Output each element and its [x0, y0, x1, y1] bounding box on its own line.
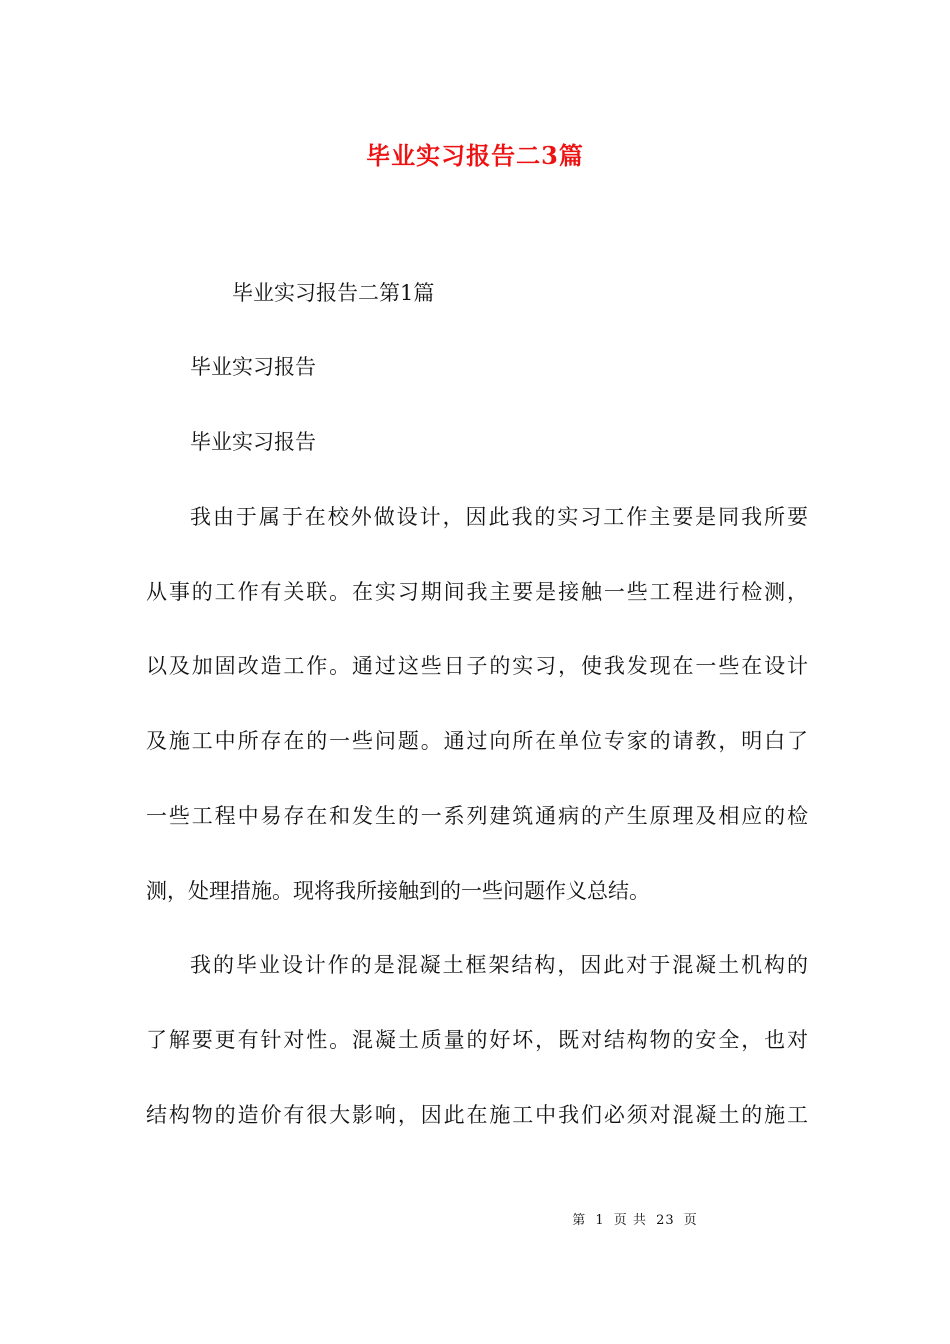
footer-label-page: 第 [572, 1213, 587, 1228]
paragraph-line: 结构物的造价有很大影响，因此在施工中我们必须对混凝土的施工 [146, 1103, 808, 1127]
paragraph-line: 及施工中所存在的一些问题。通过向所在单位专家的请教，明白了 [146, 729, 808, 753]
paragraph-line: 一些工程中易存在和发生的一系列建筑通病的产生原理及相应的检 [146, 804, 808, 828]
footer-label-of: 页 共 [613, 1213, 647, 1228]
document-title: 毕业实习报告二3篇 [366, 141, 584, 170]
subheading: 毕业实习报告 [190, 355, 316, 379]
paragraph-line: 我的毕业设计作的是混凝土框架结构，因此对于混凝土机构的 [190, 953, 808, 977]
paragraph-line: 我由于属于在校外做设计，因此我的实习工作主要是同我所要 [190, 505, 808, 529]
paragraph-line: 了解要更有针对性。混凝土质量的好坏，既对结构物的安全，也对 [146, 1028, 808, 1052]
section-heading: 毕业实习报告二第1篇 [232, 281, 435, 305]
footer-total-pages: 23 [656, 1213, 675, 1228]
subheading: 毕业实习报告 [190, 430, 316, 454]
page-footer [160, 1209, 950, 1228]
paragraph-line: 从事的工作有关联。在实习期间我主要是接触一些工程进行检测， [146, 580, 808, 604]
paragraph-line: 以及加固改造工作。通过这些日子的实习，使我发现在一些在设计 [146, 654, 808, 678]
footer-current-page: 1 [595, 1213, 605, 1228]
paragraph-line: 测，处理措施。现将我所接触到的一些问题作义总结。 [146, 879, 650, 903]
footer-label-pages: 页 [683, 1213, 698, 1228]
